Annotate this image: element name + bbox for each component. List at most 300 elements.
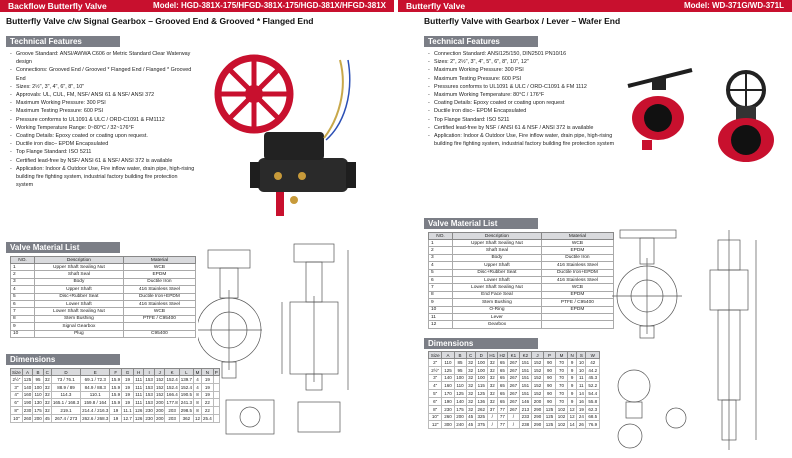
right-material-tab: Valve Material List [424,218,538,229]
table-cell: 100 [34,384,42,390]
table-row [429,359,600,367]
column-header: Size [429,352,442,359]
table-cell: 11 [429,313,453,320]
column-header: A [22,369,33,376]
table-cell: 262 [475,405,487,413]
table-cell: 175 [454,405,466,413]
table-cell: 238 [519,421,531,429]
table-cell: 54.4 [586,390,600,398]
table-cell: 9 [568,374,577,382]
column-header: A [442,352,454,359]
table-cell: 110 [34,392,42,398]
left-features-list [10,50,196,189]
table-cell: 32 [466,366,475,374]
table-cell: 52.2 [586,382,600,390]
table-cell: 9 [568,359,577,367]
feature-item: - Application: Indoor & Outdoor Use, Fire inflow water, drain pipe, high-rising building fire fighting system, industrial factory building fire protection system [10,165,196,190]
table-cell: 77 [497,405,507,413]
table-cell: 4 [11,286,35,293]
table-cell: 111 [135,384,143,390]
table-cell [123,323,195,330]
table-cell: 159.8 / 164 [81,399,110,407]
table-cell: 6" [11,399,23,407]
table-cell: 85 [454,359,466,367]
table-cell: 10" [429,413,442,421]
table-cell: 111 [135,400,143,406]
table-header-row [11,257,196,264]
table-cell: 111 [135,376,143,382]
column-header: H2 [497,352,507,359]
table-cell: 10 [429,306,453,313]
table-cell: 166.4 [166,392,178,398]
table-cell: 70 [556,390,568,398]
table-cell: EPDM [541,291,613,298]
table-cell: 111 [135,392,143,398]
table-cell: 10 [577,366,586,374]
table-cell: 15.9 [111,384,121,390]
table-cell: 95 [33,376,44,384]
table-cell: 9 [568,390,577,398]
table-cell: 19 [202,383,214,391]
left-header-bar [0,0,394,12]
right-dimensions-tab: Dimensions [424,338,538,349]
table-cell: 153 [145,376,153,382]
feature-item: - Pressure conforms to UL1091 & ULC / ORD-C1091 & FM1112 [10,116,196,124]
table-cell: WCB [123,264,195,271]
column-header: Description [453,233,542,240]
wafer-valve-photo [612,40,790,170]
table-row [11,271,196,278]
table-row [429,284,614,291]
table-cell: 170 [442,390,454,398]
left-features-tab: Technical Features [6,36,120,47]
table-cell: 24 [577,413,586,421]
table-cell: 7 [429,284,453,291]
table-cell: 267 [507,382,519,390]
table-cell: WCB [541,284,613,291]
feature-item: - Ductile iron disc– EPDM Encapsulated [428,107,628,115]
table-cell: 102 [556,421,568,429]
table-row [11,264,196,271]
table-cell: 19 [202,376,214,384]
column-header: K1 [507,352,519,359]
table-cell: 230 [145,415,153,421]
table-cell: 11 [577,374,586,382]
feature-item: - Ductile iron disc– EPDM Encapsulated [10,140,196,148]
table-row [11,293,196,300]
table-row [11,414,220,422]
table-cell: 126 [134,408,143,414]
table-cell: 95 [454,366,466,374]
table-cell: 9 [568,397,577,405]
table-cell: 65 [497,366,507,374]
table-cell: 175 [34,408,42,414]
column-header: D [475,352,487,359]
table-row [11,391,220,399]
left-header-model: Model: HGD-381X-175/HFGD-381X-175/HGD-381X/HFGD-381X [153,1,386,10]
feature-item: - Certified lead-free by NSF / ANSI 61 & NSF / ANSI 372 is available [428,124,628,132]
table-cell: 152 [531,374,543,382]
table-cell: Ductile Iron [541,254,613,261]
table-cell: 3 [11,278,35,285]
table-cell: 230 [442,405,454,413]
left-material-tab: Valve Material List [6,242,120,253]
table-cell: 84.9 / 88.3 [81,383,110,391]
table-cell: 362 [179,414,193,422]
table-cell: 4 [429,262,453,269]
column-header: Material [123,257,195,264]
column-header: NO. [429,233,453,240]
table-cell: 290 [531,421,543,429]
table-cell: 4" [429,382,442,390]
table-cell: Lever [453,313,542,320]
table-row [429,247,614,254]
table-cell: 32 [487,390,497,398]
column-header: N [202,369,214,376]
table-cell: 70 [556,382,568,390]
table-cell: 1 [429,240,453,247]
table-cell: 152 [155,392,164,398]
table-cell: 15.9 [111,376,121,382]
table-cell: 12" [429,421,442,429]
table-cell: 416 Stainless Steel [541,276,613,283]
table-cell: 100 [475,374,487,382]
table-cell: 70 [556,359,568,367]
column-header: H1 [487,352,497,359]
table-cell: Shaft Seal [35,271,124,278]
table-row [11,407,220,415]
table-cell: 12 [429,321,453,328]
column-header: I [144,369,155,376]
table-cell: 2 [11,271,35,278]
feature-item: - Sizes: 2", 2½", 3", 4", 5", 6", 8", 10", 12" [428,58,628,66]
table-cell: 22 [202,399,214,407]
table-cell: 140 [23,384,32,390]
table-cell: Lower Shaft [35,300,124,307]
table-cell: 32 [487,359,497,367]
feature-item: - Maximum Working Temperature: 80°C / 176°F [428,91,628,99]
table-cell: 290 [531,405,543,413]
table-row [429,421,600,429]
table-cell: 45.3 [586,374,600,382]
table-cell: Plug [35,330,124,337]
table-cell: 152 [531,382,543,390]
table-cell: 267 [507,359,519,367]
table-cell: Upper Shaft Sealing Nut [453,240,542,247]
right-features-tab: Technical Features [424,36,538,47]
table-cell: 90 [543,359,555,367]
column-header: B [454,352,466,359]
table-cell: 233 [519,413,531,421]
table-cell: 200 [454,413,466,421]
table-cell: 32 [466,405,475,413]
table-cell: 325 [475,413,487,421]
table-cell: Body [453,254,542,261]
column-header: W [586,352,600,359]
right-features-list [428,50,628,148]
table-cell: Stem Bushing [35,315,124,322]
column-header: K2 [519,352,531,359]
table-cell: 139.7 [180,376,192,382]
table-cell: 37 [487,405,497,413]
table-cell: 241.3 [180,400,192,406]
table-cell: 19 [122,383,134,391]
table-cell: Upper Shaft Sealing Nut [35,264,124,271]
table-cell: 12 [568,413,577,421]
table-cell: 102 [556,413,568,421]
table-cell: 32 [44,376,50,382]
table-cell: 267 [507,390,519,398]
table-cell: 3" [11,383,23,391]
table-cell: 7 [11,308,35,315]
feature-item: - Connections: Grooved End / Grooved * Flanged End / Flanged * Grooved End [10,66,196,82]
table-cell: 8 [193,391,201,399]
table-cell: 4 [193,376,201,384]
table-cell: 9 [568,366,577,374]
table-cell: 32 [44,392,50,398]
table-cell: 140 [442,374,454,382]
column-header: D [51,369,80,376]
left-subtitle: Butterfly Valve c/w Signal Gearbox – Grooved End & Grooved * Flanged End [6,16,314,26]
table-cell: 32 [466,390,475,398]
table-cell: 32 [44,400,50,406]
table-cell: 200 [155,400,164,406]
table-row [429,405,600,413]
table-cell: 152 [531,359,543,367]
table-cell: 90 [543,390,555,398]
table-cell: 203 [165,414,179,422]
table-row [11,278,196,285]
table-cell: Upper Shaft [453,262,542,269]
table-cell: 14 [568,421,577,429]
table-cell: 125 [454,390,466,398]
table-cell: 152.4 [166,384,178,390]
table-cell: 25.4 [203,415,212,421]
table-cell: 15.9 [111,400,121,406]
table-cell: 90 [543,374,555,382]
table-cell: WCB [541,240,613,247]
table-row [429,382,600,390]
feature-item: - Top Flange Standard: ISO 5211 [10,148,196,156]
table-header-row [429,233,614,240]
table-cell: Ductile Iron+EPDM [541,269,613,276]
feature-item: - Top Flange Standard: ISO 5211 [428,116,628,124]
table-cell: Ductile Iron [123,278,195,285]
table-cell: 125 [442,366,454,374]
feature-item: - Maximum Working Pressure: 300 PSI [428,66,628,74]
feature-item: - Pressures conforms to UL1091 & ULC / ORD-C1091 & FM 1112 [428,83,628,91]
table-cell: 90 [543,397,555,405]
table-row [11,300,196,307]
table-cell: 68.5 [586,413,600,421]
table-cell: 70 [556,397,568,405]
table-cell: 115 [475,382,487,390]
column-header: P [214,369,218,375]
table-cell: 126 [134,415,143,421]
table-cell: 110 [442,359,454,367]
right-subtitle: Butterfly Valve with Gearbox / Lever – Wafer End [424,16,621,26]
table-row [429,254,614,261]
column-header: S [577,352,586,359]
column-header: C [43,369,51,376]
table-cell: 65 [497,397,507,405]
table-cell: End Face Seal [453,291,542,298]
column-header: M [556,352,568,359]
table-cell: 262.6 / 268.3 [82,415,109,421]
table-cell: PTFE / C95400 [541,299,613,306]
table-cell: 300 [442,421,454,429]
table-row [11,308,196,315]
table-cell: 5" [429,390,442,398]
table-row [429,366,600,374]
table-cell: 200 [34,415,42,421]
table-cell: 19 [202,391,214,399]
table-cell: 45 [466,413,475,421]
table-row [11,330,196,337]
table-cell: 267 [507,397,519,405]
table-cell: 19 [577,405,586,413]
feature-item: - Maximum Testing Pressure: 600 PSI [10,107,196,115]
table-cell: 100 [454,374,466,382]
table-cell: EPDM [123,271,195,278]
table-row [11,315,196,322]
table-cell: 136 [475,397,487,405]
table-cell: 200 [531,397,543,405]
table-cell: 267 [507,405,519,413]
table-cell: 416 Stainless Steel [123,300,195,307]
table-cell: 65 [497,390,507,398]
table-cell: 152 [155,384,164,390]
table-cell: 375 [475,421,487,429]
table-cell: 152 [531,390,543,398]
table-cell: 100 [475,359,487,367]
table-cell: 267.4 / 273 [51,414,80,422]
table-cell: 6 [11,300,35,307]
table-cell: 190 [23,400,32,406]
table-cell: 9 [568,382,577,390]
table-cell: 416 Stainless Steel [123,286,195,293]
table-cell [541,313,613,320]
feature-item: - Coating Details: Epoxy coated or coating upon request. [10,132,196,140]
left-dimensions-tab: Dimensions [6,354,120,365]
table-cell: 32 [466,359,475,367]
table-row [429,313,614,320]
column-header: NO. [11,257,35,264]
table-row [429,276,614,283]
table-cell: 4" [11,391,23,399]
feature-item: - Certified lead-free by NSF/ ANSI 61 & NSF/ ANSI 372 is available [10,157,196,165]
table-cell: Lower Shaft [453,276,542,283]
table-cell: 125 [543,405,555,413]
column-header: K [165,369,179,376]
table-cell: 8 [193,399,201,407]
table-row [11,323,196,330]
table-cell: 219.1 [51,407,80,415]
table-cell: 267 [507,374,519,382]
table-cell: 76.9 [586,421,600,429]
table-cell: 90 [543,382,555,390]
right-header-bar [398,0,792,12]
table-cell: 146 [519,397,531,405]
table-cell: 152.4 [180,384,192,390]
table-cell: 14 [577,390,586,398]
table-cell: 165.1 / 168.3 [52,400,80,406]
right-dimensions-table [428,351,600,429]
table-header-row [429,352,600,359]
table-cell: 290 [531,413,543,421]
right-header-title: Butterfly Valve [406,1,466,11]
table-cell: 32 [466,382,475,390]
table-cell: 10 [577,359,586,367]
feature-item: - Maximum Testing Pressure: 600 PSI [428,75,628,83]
table-cell: 19 [122,391,134,399]
table-cell: Disc+Rubber Seat [35,293,124,300]
table-cell: 260 [23,415,32,421]
table-cell: 65 [497,359,507,367]
table-cell: 140 [454,397,466,405]
table-cell: 110 [454,382,466,390]
table-cell: 2" [429,359,442,367]
column-header: J [531,352,543,359]
table-cell: 55.8 [586,397,600,405]
left-header-title: Backflow Butterfly Valve [8,1,107,11]
table-row [429,321,614,328]
table-cell: / [487,413,497,421]
table-cell: 10" [11,414,23,422]
table-cell: 11.1 [123,408,132,414]
column-header: E [81,369,110,376]
table-row [429,240,614,247]
table-cell: 152.4 [166,376,178,382]
table-row [429,269,614,276]
feature-item: - Application: Indoor & Outdoor Use, Fire inflow water, drain pipe, high-rising building fire fighting system, industrial factory building fire protection system [428,132,628,148]
table-cell: 3" [429,374,442,382]
table-row [11,399,220,407]
table-cell: 15.9 [111,392,121,398]
table-cell: 69.1 / 72.3 [81,376,110,384]
table-row [429,413,600,421]
column-header: B [33,369,44,376]
table-cell: Shaft Seal [453,247,542,254]
column-header: Material [541,233,613,240]
table-cell: 8 [429,291,453,298]
right-header-model: Model: WD-371G/WD-371L [683,1,784,10]
table-cell: Lower Shaft Sealing Nut [453,284,542,291]
column-header: C [466,352,475,359]
table-cell: 6" [429,397,442,405]
table-cell: 44.2 [586,366,600,374]
column-header: G [122,369,134,376]
table-cell: 102 [556,405,568,413]
table-cell: Stem Bushing [453,299,542,306]
table-cell: / [507,421,519,429]
table-cell: 70 [556,366,568,374]
table-cell: 125 [543,413,555,421]
column-header: Size [12,369,21,375]
table-cell: 2½" [429,366,442,374]
feature-item: - Coating Details: Epoxy coated or coating upon request [428,99,628,107]
table-cell: 6 [429,276,453,283]
table-cell: 42 [586,359,600,367]
table-cell: 8" [11,407,23,415]
table-cell: 62.3 [586,405,600,413]
table-cell: 32 [487,382,497,390]
table-cell: 22 [202,407,214,415]
wafer-valve-drawing [606,200,792,456]
table-cell: 19 [110,414,122,422]
column-header: N [568,352,577,359]
table-cell: 100 [475,366,487,374]
